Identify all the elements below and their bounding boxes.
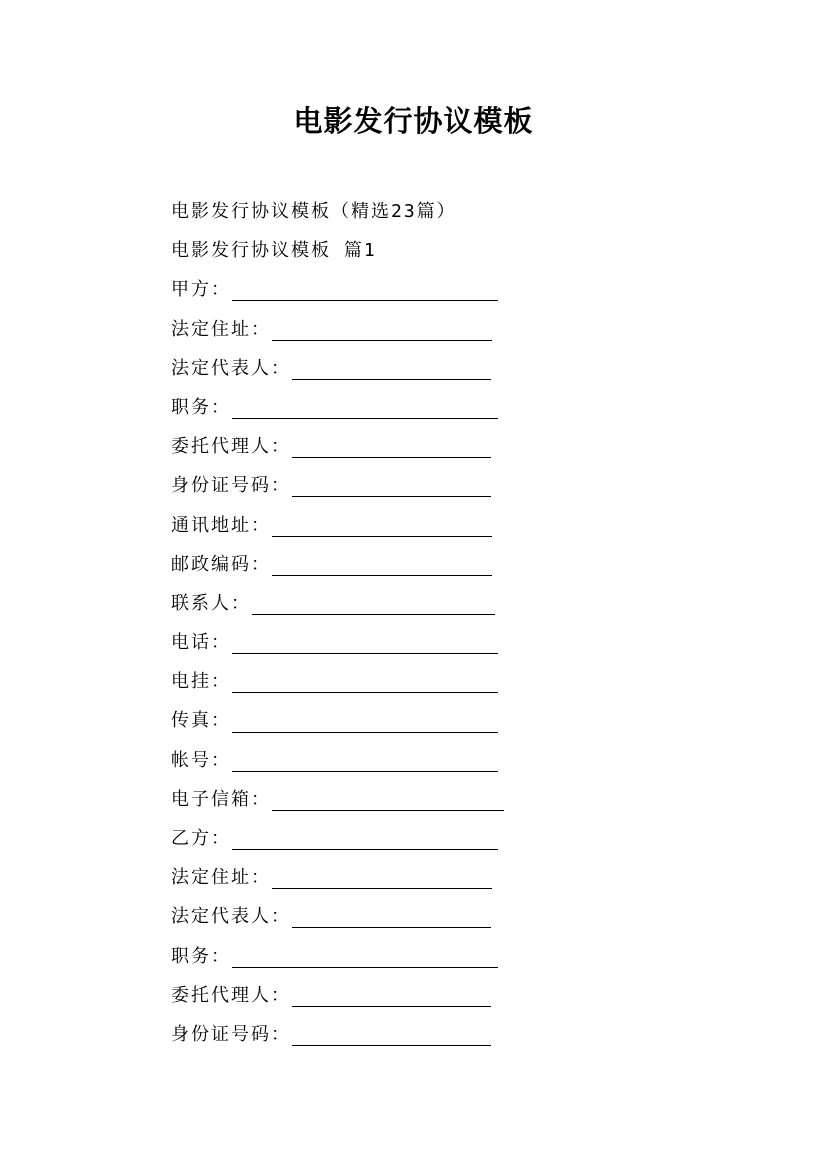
form-field: [171, 819, 771, 858]
blank-line: [232, 670, 498, 693]
field-label-legal-representative: 法定代表人：: [171, 357, 291, 379]
form-field: [171, 741, 771, 780]
form-field: [171, 545, 771, 584]
blank-line: [232, 749, 498, 772]
section-heading: 电影发行协议模板 篇1: [171, 240, 377, 262]
field-label-agent: 委托代理人：: [171, 436, 291, 458]
form-field: [171, 506, 771, 545]
field-label-id-number: 身份证号码：: [171, 475, 291, 497]
document-subtitle: 电影发行协议模板（精选23篇）: [171, 201, 457, 222]
blank-line: [292, 474, 491, 497]
field-label-phone: 电话：: [171, 632, 231, 654]
form-field: [171, 427, 771, 466]
form-field: [171, 701, 771, 740]
blank-line: [272, 866, 492, 889]
form-field: [171, 270, 771, 309]
blank-line: [272, 514, 492, 537]
field-label-fax: 传真：: [171, 710, 231, 732]
field-label-party-a: 甲方：: [171, 279, 231, 301]
form-field: [171, 623, 771, 662]
blank-line: [252, 592, 495, 615]
blank-line: [272, 318, 492, 341]
section-heading-line: [171, 231, 771, 270]
blank-line: [232, 278, 498, 301]
blank-line: [232, 710, 498, 733]
blank-line: [232, 631, 498, 654]
form-field: [171, 780, 771, 819]
form-field: [171, 897, 771, 936]
document-body: [171, 192, 771, 1054]
field-label-party-b: 乙方：: [171, 828, 231, 849]
document-title: 电影发行协议模板: [293, 104, 534, 138]
field-label-id-number: 身份证号码：: [171, 1023, 291, 1045]
form-field: [171, 976, 771, 1015]
blank-line: [292, 357, 491, 380]
blank-line: [232, 827, 498, 850]
field-label-legal-address: 法定住址：: [171, 318, 271, 340]
field-label-contact: 联系人：: [171, 592, 251, 614]
field-label-position: 职务：: [171, 945, 231, 967]
field-label-legal-representative: 法定代表人：: [171, 906, 291, 928]
field-label-email: 电子信箱：: [171, 788, 271, 810]
form-field: [171, 937, 771, 976]
blank-line: [292, 1023, 491, 1046]
field-label-mailing-address: 通讯地址：: [171, 514, 271, 536]
blank-line: [292, 984, 491, 1007]
field-label-postal-code: 邮政编码：: [171, 553, 271, 575]
form-field: [171, 1015, 771, 1054]
blank-line: [232, 945, 498, 968]
blank-line: [272, 788, 504, 811]
form-field: [171, 858, 771, 897]
subtitle-line: [171, 192, 771, 231]
field-label-telegraph: 电挂：: [171, 671, 231, 693]
form-field: [171, 388, 771, 427]
field-label-agent: 委托代理人：: [171, 984, 291, 1006]
field-label-legal-address: 法定住址：: [171, 867, 271, 889]
form-field: [171, 310, 771, 349]
blank-line: [272, 553, 492, 576]
form-field: [171, 662, 771, 701]
form-field: [171, 466, 771, 505]
field-label-position: 职务：: [171, 396, 231, 418]
field-label-account: 帐号：: [171, 749, 231, 771]
blank-line: [232, 396, 498, 419]
blank-line: [292, 905, 491, 928]
form-field: [171, 349, 771, 388]
blank-line: [292, 435, 491, 458]
form-field: [171, 584, 771, 623]
